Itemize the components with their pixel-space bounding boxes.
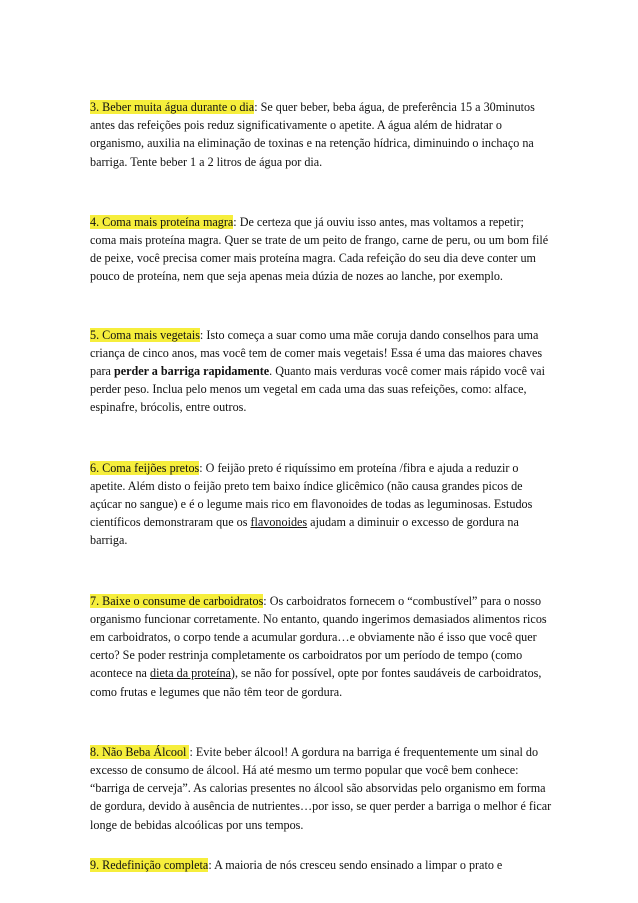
paragraph-tip-8	[90, 743, 552, 834]
paragraph-text: : Isto começa a suar como uma mãe coruja dando conselhos para uma criança de cinco anos, mas você tem de comer mais vegetais! Essa é uma das maiores chaves para	[90, 327, 543, 379]
paragraph-text: : Os carboidratos fornecem o “combustível” para o nosso organismo funcionar corretamente. No entanto, quando ingerimos demasiados alimentos ricos em carboidratos, o corpo tende a acumular gordura…e obviamente não é isso que você quer certo? Se poder restrinja completamente os carboidratos por um período de tempo (como acontece na	[90, 593, 547, 681]
paragraph-text: : De certeza que já ouviu isso antes, mas voltamos a repetir; coma mais proteína magra. Quer se trate de um peito de frango, carne de peru, ou um bom filé de peixe, você precisa comer mais proteína magra. Cada refeição do seu dia deve conter um pouco de proteína, nem que seja apenas meia dúzia de nozes ao lanche, por exemplo.	[90, 214, 549, 284]
paragraph-tip-7	[90, 592, 552, 701]
paragraph-text: ), se não for possível, opte por fontes saudáveis de carboidratos, como frutas e legumes que não têm teor de gordura.	[90, 666, 542, 699]
bold-phrase: perder a barriga rapidamente	[113, 364, 270, 379]
paragraph-tip-4	[90, 213, 552, 286]
section-heading: 4. Coma mais proteína magra	[90, 214, 234, 229]
section-heading: 3. Beber muita água durante o dia	[90, 100, 255, 114]
document-body	[90, 98, 552, 874]
paragraph-tip-3	[90, 98, 552, 171]
paragraph-text: : Se quer beber, beba água, de preferência 15 a 30minutos antes das refeições pois reduz significativamente o apetite. A água além de hidratar o organismo, auxilia na eliminação de toxinas e na retenção hídrica, diminuindo o inchaço na barriga. Tente beber 1 a 2 litros de água por dia.	[90, 100, 535, 169]
paragraph-text: ajudam a diminuir o excesso de gordura na barriga.	[90, 515, 519, 548]
section-heading: 7. Baixe o consume de carboidratos	[90, 593, 264, 608]
dieta-da-proteina-link[interactable]: dieta da proteína	[150, 666, 231, 681]
section-heading: 9. Redefinição completa	[90, 857, 209, 872]
paragraph-text: : O feijão preto é riquíssimo em proteína /fibra e ajuda a reduzir o apetite. Além disto o feijão preto tem baixo índice glicêmico (não causa grandes picos de açúcar no sangue) e é o legume mais rico em flavonoides de todas as leguminosas. Estudos científicos demonstraram que os	[90, 460, 533, 530]
paragraph-text: : A maioria de nós cresceu sendo ensinado a limpar o prato e	[208, 857, 503, 872]
paragraph-tip-5	[90, 326, 552, 417]
section-heading: 6. Coma feijões pretos	[90, 460, 200, 475]
section-heading: 5. Coma mais vegetais	[90, 327, 200, 342]
paragraph-tip-6	[90, 459, 552, 550]
paragraph-text: : Evite beber álcool! A gordura na barriga é frequentemente um sinal do excesso de consumo de álcool. Há até mesmo um termo popular que você bem conhece: “barriga de cerveja”. As calorias presentes no álcool são absorvidas pelo organismo em forma de gordura, devido à ausência de nutrientes…por isso, se quer perder a barriga o melhor é ficar longe de bebidas alcoólicas por uns tempos.	[90, 744, 552, 832]
flavonoides-link[interactable]: flavonoides	[250, 515, 308, 530]
paragraph-text: . Quanto mais verduras você comer mais rápido você vai perder peso. Inclua pelo menos um vegetal em cada uma das suas refeições, como: alface, espinafre, brócolis, entre outros.	[90, 364, 545, 415]
paragraph-tip-9	[90, 856, 552, 874]
section-heading: 8. Não Beba Álcool	[90, 744, 190, 759]
